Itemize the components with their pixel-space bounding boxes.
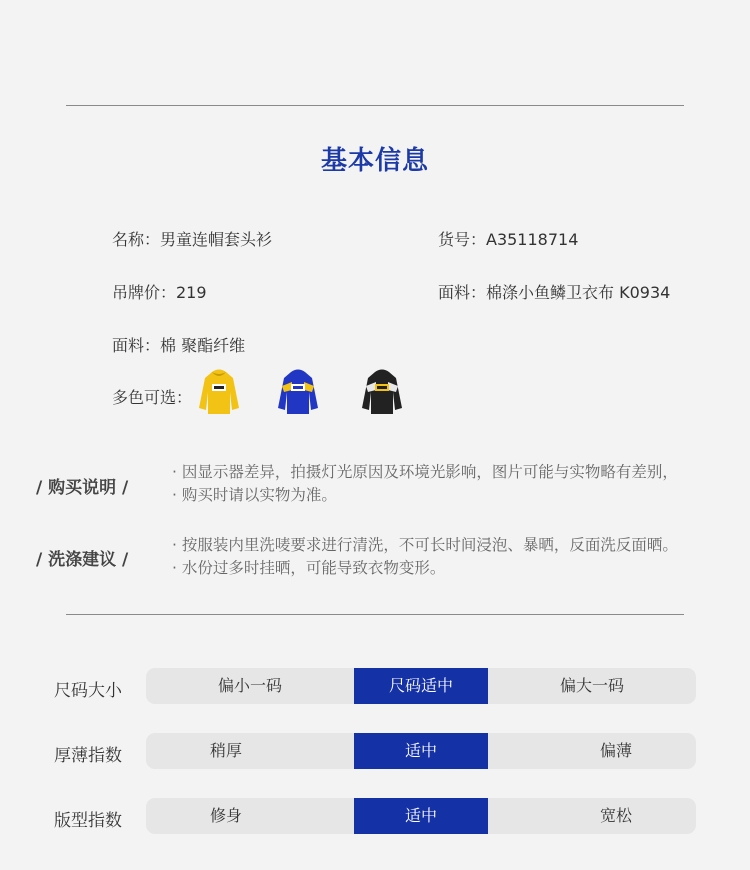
thickness-scale-label: 厚薄指数 xyxy=(54,746,122,766)
size-option-large[interactable]: 偏大一码 xyxy=(559,676,624,695)
size-option-small[interactable]: 偏小一码 xyxy=(217,676,282,695)
washing-note-heading: / 洗涤建议 / xyxy=(36,550,129,570)
washing-note-lines xyxy=(172,534,678,580)
thickness-option-thick[interactable]: 稍厚 xyxy=(209,741,242,760)
purchase-note-heading: / 购买说明 / xyxy=(36,478,129,498)
fit-option-regular[interactable]: 适中 xyxy=(354,798,488,834)
section-title: 基本信息 xyxy=(320,146,429,176)
thickness-scale-track xyxy=(146,733,696,769)
fit-scale-label: 版型指数 xyxy=(54,811,122,831)
purchase-note-line: · 购买时请以实物为准。 xyxy=(172,486,337,504)
fit-option-loose[interactable]: 宽松 xyxy=(599,806,632,825)
middle-divider xyxy=(66,614,684,615)
fit-option-slim[interactable]: 修身 xyxy=(209,806,242,825)
product-sku: 货号：A35118714 xyxy=(438,230,579,249)
size-option-fit[interactable]: 尺码适中 xyxy=(354,668,488,704)
thickness-option-medium[interactable]: 适中 xyxy=(354,733,488,769)
product-name: 名称：男童连帽套头衫 xyxy=(112,230,273,249)
thickness-option-thin[interactable]: 偏薄 xyxy=(599,741,632,760)
size-scale-track xyxy=(146,668,696,704)
fabric-spec: 面料：棉涤小鱼鳞卫衣布 K0934 xyxy=(438,283,671,302)
top-divider xyxy=(66,105,684,106)
yellow-hoodie-icon[interactable] xyxy=(197,368,241,416)
purchase-note-line: · 因显示器差异，拍摄灯光原因及环境光影响，图片可能与实物略有差别， xyxy=(172,463,678,481)
blue-hoodie-icon[interactable] xyxy=(276,368,320,416)
purchase-note-lines xyxy=(172,461,678,507)
colors-label: 多色可选： xyxy=(112,388,193,407)
fabric-composition: 面料：棉 聚酯纤维 xyxy=(112,336,246,355)
washing-note-line: · 水份过多时挂晒，可能导致衣物变形。 xyxy=(172,559,446,577)
size-scale-label: 尺码大小 xyxy=(54,681,122,701)
black-hoodie-icon[interactable] xyxy=(360,368,404,416)
tag-price: 吊牌价：219 xyxy=(112,283,207,302)
fit-scale-track xyxy=(146,798,696,834)
washing-note-line: · 按服装内里洗唛要求进行清洗，不可长时间浸泡、暴晒，反面洗反面晒。 xyxy=(172,536,678,554)
